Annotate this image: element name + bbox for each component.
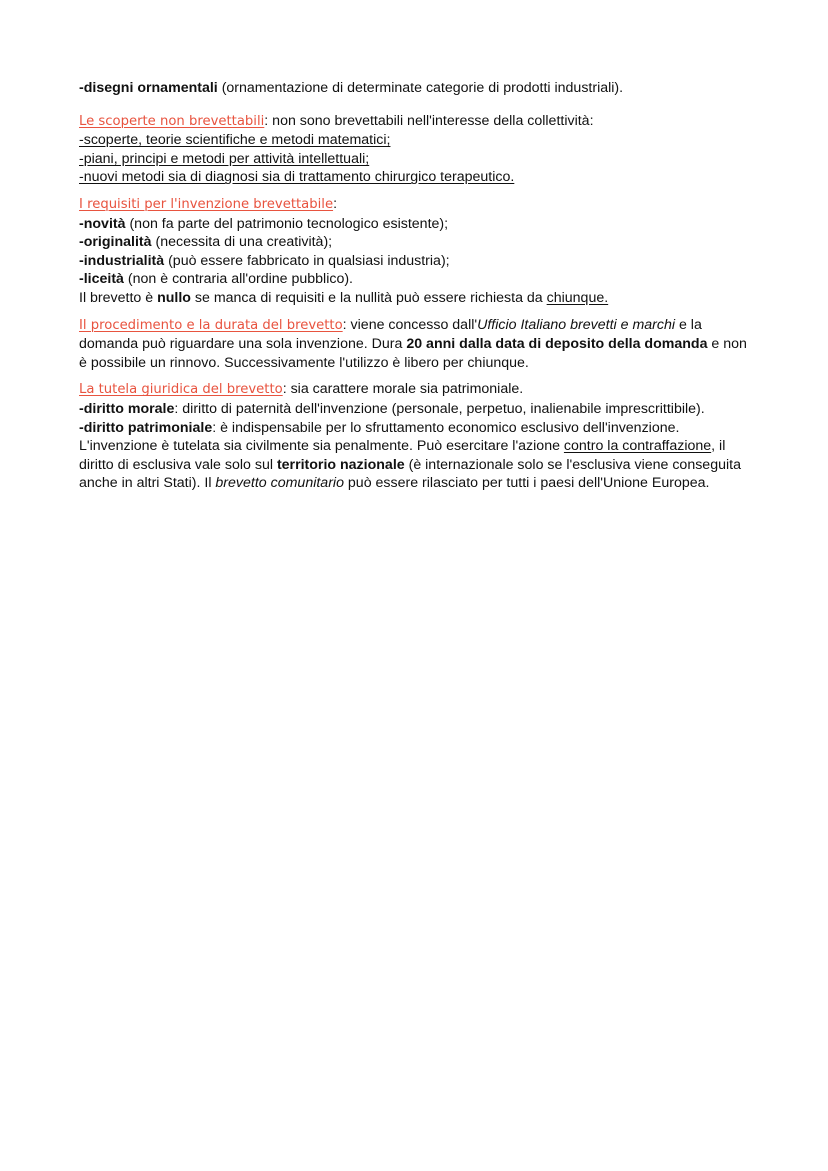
text-fragment: (necessita di una creatività); (151, 234, 333, 251)
section-heading: I requisiti per l'invenzione brevettabile (79, 196, 334, 212)
section-procedure (79, 316, 749, 373)
section-heading: Le scoperte non brevettabili (79, 113, 265, 129)
paragraph-patrimonial-right (79, 419, 749, 438)
paragraph-moral-right (79, 400, 749, 419)
term: 20 anni dalla data di deposito della domanda (406, 336, 708, 353)
list-item (79, 252, 749, 271)
section-heading: La tutela giuridica del brevetto (79, 382, 283, 398)
section-non-patentable (79, 112, 749, 187)
italic-text: brevetto comunitario (215, 475, 344, 492)
term: nullo (157, 289, 191, 306)
text-fragment: : diritto di paternità dell'invenzione (personale, perpetuo, inalienabile imprescrittibile). (174, 400, 705, 417)
text-fragment: se manca di requisiti e la nullità può essere richiesta da (190, 289, 547, 306)
text-fragment: (può essere fabbricato in qualsiasi industria); (164, 252, 450, 269)
term: -originalità (79, 234, 152, 251)
text-fragment: : è indispensabile per lo sfruttamento economico esclusivo dell'invenzione. (212, 419, 680, 436)
term: -industrialità (79, 252, 165, 269)
text-fragment: : sia carattere morale sia patrimoniale. (282, 381, 524, 398)
paragraph-procedure (79, 316, 749, 373)
paragraph-ornamental-designs (79, 79, 749, 98)
text-fragment: : viene concesso dall' (342, 316, 478, 333)
text-fragment: : non sono brevettabili nell'interesse della collettività: (264, 112, 594, 129)
text-fragment: e non è possibile un rinnovo. Successivamente l'utilizzo è libero per chiunque. (79, 336, 747, 371)
term: -liceità (79, 271, 124, 288)
list-item (79, 215, 749, 234)
text-fragment: e la domanda può riguardare una sola invenzione. Dura (79, 316, 702, 353)
section-requirements (79, 195, 749, 308)
section-intro (79, 380, 749, 400)
underlined-text: contro la contraffazione (563, 438, 712, 455)
list-item (79, 233, 749, 252)
section-heading: Il procedimento e la durata del brevetto (79, 317, 343, 333)
term: -diritto morale (79, 400, 175, 417)
section-protection (79, 380, 749, 493)
term: territorio nazionale (276, 456, 405, 473)
text-fragment: (ornamentazione di determinate categorie di prodotti industriali). (217, 80, 624, 96)
list-item (79, 270, 749, 289)
text-fragment: Il brevetto è (79, 289, 158, 306)
term-ornamental-designs: -disegni ornamentali (79, 80, 218, 96)
section-intro (79, 195, 749, 215)
term: -novità (79, 215, 126, 232)
term: -diritto patrimoniale (79, 419, 213, 436)
text-fragment: (non è contraria all'ordine pubblico). (123, 271, 354, 288)
text-fragment: , il diritto di esclusiva vale solo sul (79, 438, 726, 473)
underlined-text: chiunque. (546, 289, 609, 306)
section-intro (79, 112, 749, 132)
italic-text: Ufficio Italiano brevetti e marchi (477, 316, 676, 333)
document-content (79, 79, 749, 493)
text-fragment: : (333, 195, 338, 212)
list-item: -scoperte, teorie scientifiche e metodi matematici; (79, 132, 391, 149)
paragraph-nullity (79, 289, 749, 308)
paragraph-protection-details (79, 437, 749, 493)
text-fragment: può essere rilasciato per tutti i paesi dell'Unione Europea. (343, 475, 710, 492)
list-item: -nuovi metodi sia di diagnosi sia di trattamento chirurgico terapeutico. (79, 169, 515, 186)
list-item: -piani, principi e metodi per attività intellettuali; (79, 150, 370, 167)
text-fragment: (non fa parte del patrimonio tecnologico esistente); (125, 215, 449, 232)
text-fragment: L'invenzione è tutelata sia civilmente sia penalmente. Può esercitare l'azione (79, 438, 564, 455)
text-fragment: (è internazionale solo se l'esclusiva viene conseguita anche in altri Stati). Il (79, 456, 741, 492)
